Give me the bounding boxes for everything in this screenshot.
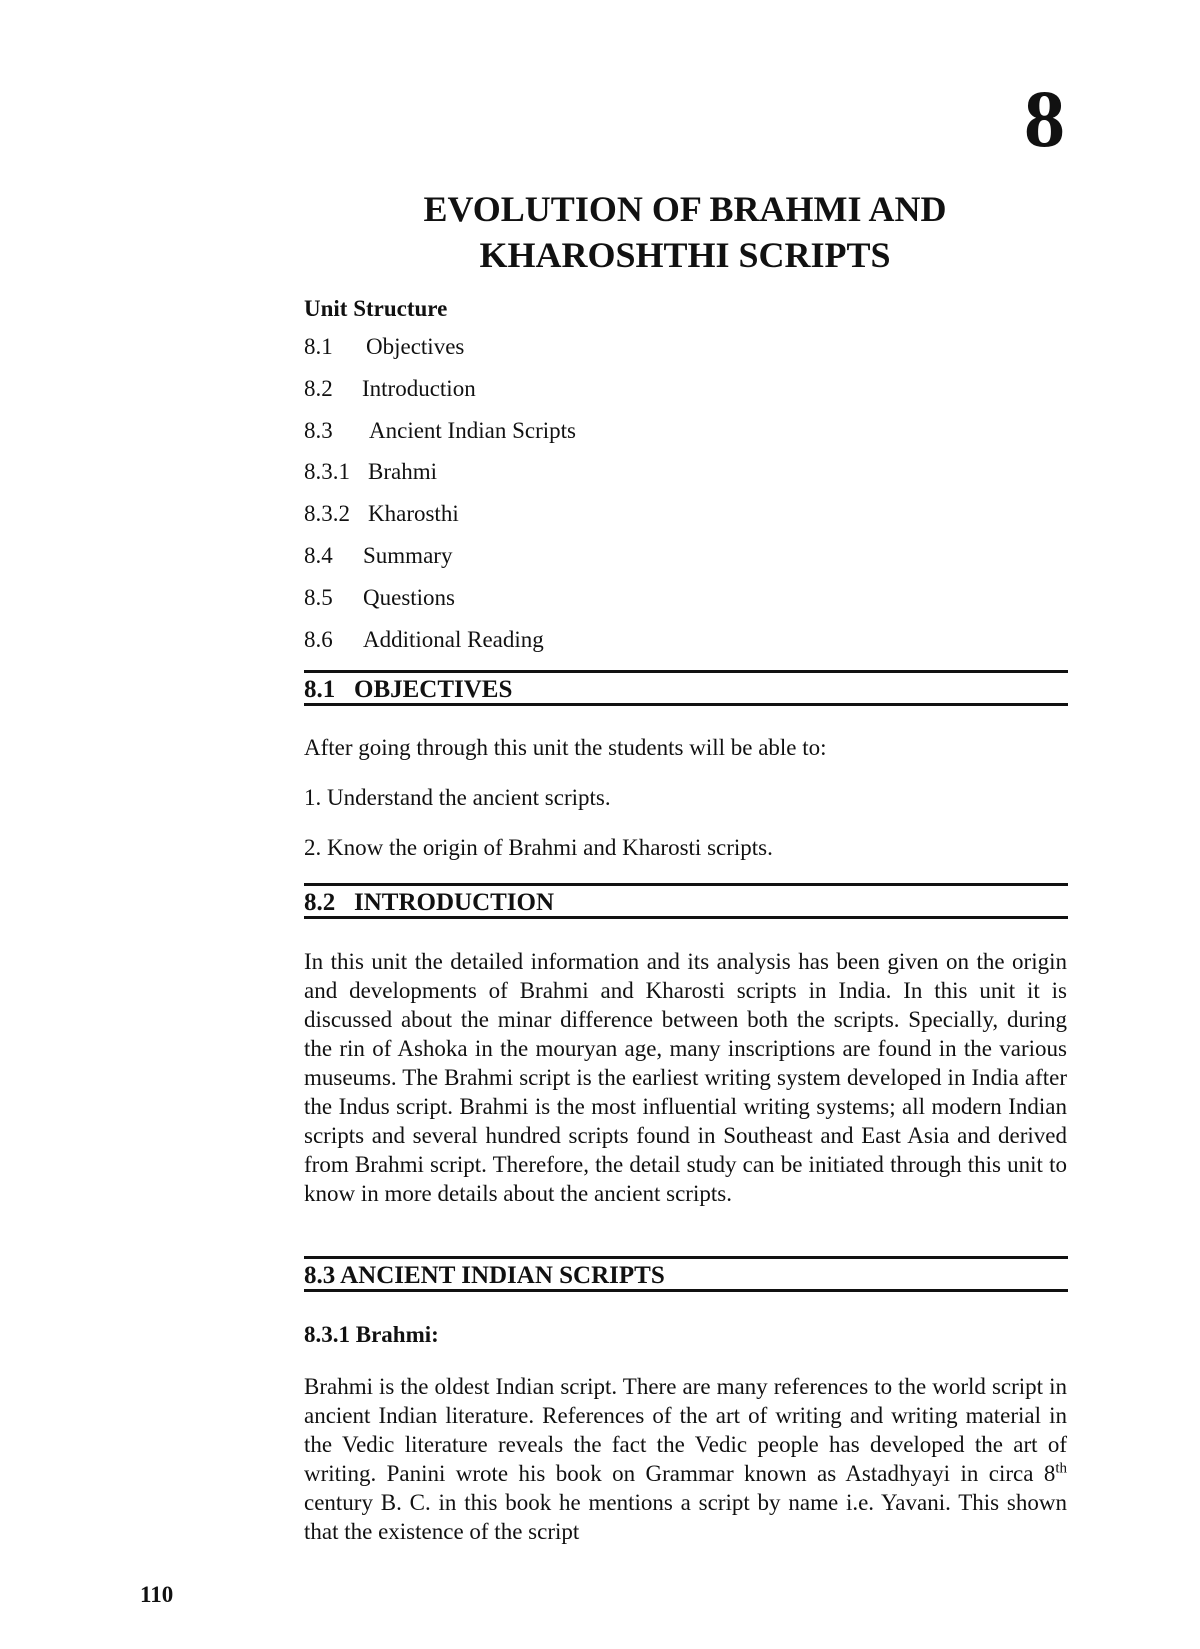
page-number: 110 bbox=[140, 1582, 174, 1607]
toc-item-number: 8.5 bbox=[304, 584, 333, 610]
chapter-title-line2: KHAROSHTHI SCRIPTS bbox=[479, 235, 891, 275]
toc-item-label: Kharosthi bbox=[368, 501, 459, 527]
toc-item-number: 8.3.1 bbox=[304, 459, 350, 485]
toc-item-label: Introduction bbox=[362, 375, 476, 401]
toc-item-label: Additional Reading bbox=[363, 626, 544, 652]
ordinal-superscript: th bbox=[1055, 1460, 1067, 1477]
toc-item-introduction bbox=[304, 376, 576, 418]
introduction-paragraph: In this unit the detailed information and its analysis has been given on the origin and developments of Brahmi and Kharosti scripts in India. In this unit it is discussed about the minar difference between both the scripts. Specially, during the rin of Ashoka in the mouryan age, many inscriptions are found in the various museums. The Brahmi script is the earliest writing system developed in India after the Indus script. Brahmi is the most influential writing systems; all modern Indian scripts and several hundred scripts found in Southeast and East Asia and derived from Brahmi script. Therefore, the detail study can be initiated through this unit to know in more details about the ancient scripts. bbox=[304, 949, 1067, 1206]
toc-item-additional-reading bbox=[304, 627, 576, 669]
toc-item-number: 8.6 bbox=[304, 626, 333, 652]
toc-item-label: Ancient Indian Scripts bbox=[369, 417, 576, 443]
brahmi-subheading: 8.3.1 Brahmi: bbox=[304, 1322, 439, 1347]
chapter-title bbox=[302, 186, 1068, 278]
ancient-scripts-section-heading bbox=[304, 1256, 1068, 1292]
toc-item-number: 8.3.2 bbox=[304, 501, 350, 527]
toc-item-summary bbox=[304, 543, 576, 585]
brahmi-text-part2: century B. C. in this book he mentions a script by name i.e. Yavani. This shown that the existence of the script bbox=[304, 1490, 1067, 1544]
objectives-section-heading bbox=[304, 670, 1068, 706]
objective-point-2: 2. Know the origin of Brahmi and Kharosti scripts. bbox=[304, 835, 773, 860]
toc-item-number: 8.4 bbox=[304, 542, 333, 568]
objectives-intro: After going through this unit the students will be able to: bbox=[304, 735, 827, 760]
toc-item-label: Questions bbox=[363, 584, 455, 610]
brahmi-paragraph bbox=[304, 1372, 1067, 1546]
objective-point-1: 1. Understand the ancient scripts. bbox=[304, 785, 611, 810]
toc-item-objectives bbox=[304, 334, 576, 376]
unit-structure-heading: Unit Structure bbox=[304, 296, 448, 321]
toc-item-brahmi bbox=[304, 459, 576, 501]
toc-item-number: 8.2 bbox=[304, 375, 333, 401]
toc-item-label: Brahmi bbox=[368, 459, 437, 485]
toc-item-questions bbox=[304, 585, 576, 627]
brahmi-text-part1: Brahmi is the oldest Indian script. There are many references to the world script in ancient Indian literature. References of the art of writing and writing material in the Vedic literature reveals the fact the Vedic people has developed the art of writing. Panini wrote his book on Grammar known as Astadhyayi in circa 8 bbox=[304, 1374, 1067, 1486]
toc-item-number: 8.3 bbox=[304, 417, 333, 443]
chapter-title-line1: EVOLUTION OF BRAHMI AND bbox=[423, 189, 947, 229]
objectives-heading-text: 8.1 OBJECTIVES bbox=[304, 676, 513, 703]
chapter-number: 8 bbox=[1024, 73, 1065, 164]
toc-item-label: Objectives bbox=[366, 334, 465, 359]
introduction-heading-text: 8.2 INTRODUCTION bbox=[304, 889, 555, 916]
toc-item-label: Summary bbox=[363, 542, 453, 568]
toc-item-number: 8.1 bbox=[304, 334, 333, 359]
unit-structure-list bbox=[304, 334, 576, 668]
ancient-scripts-heading-text: 8.3 ANCIENT INDIAN SCRIPTS bbox=[304, 1262, 665, 1289]
introduction-section-heading bbox=[304, 883, 1068, 919]
toc-item-kharosthi bbox=[304, 501, 576, 543]
toc-item-ancient-indian-scripts bbox=[304, 418, 576, 460]
